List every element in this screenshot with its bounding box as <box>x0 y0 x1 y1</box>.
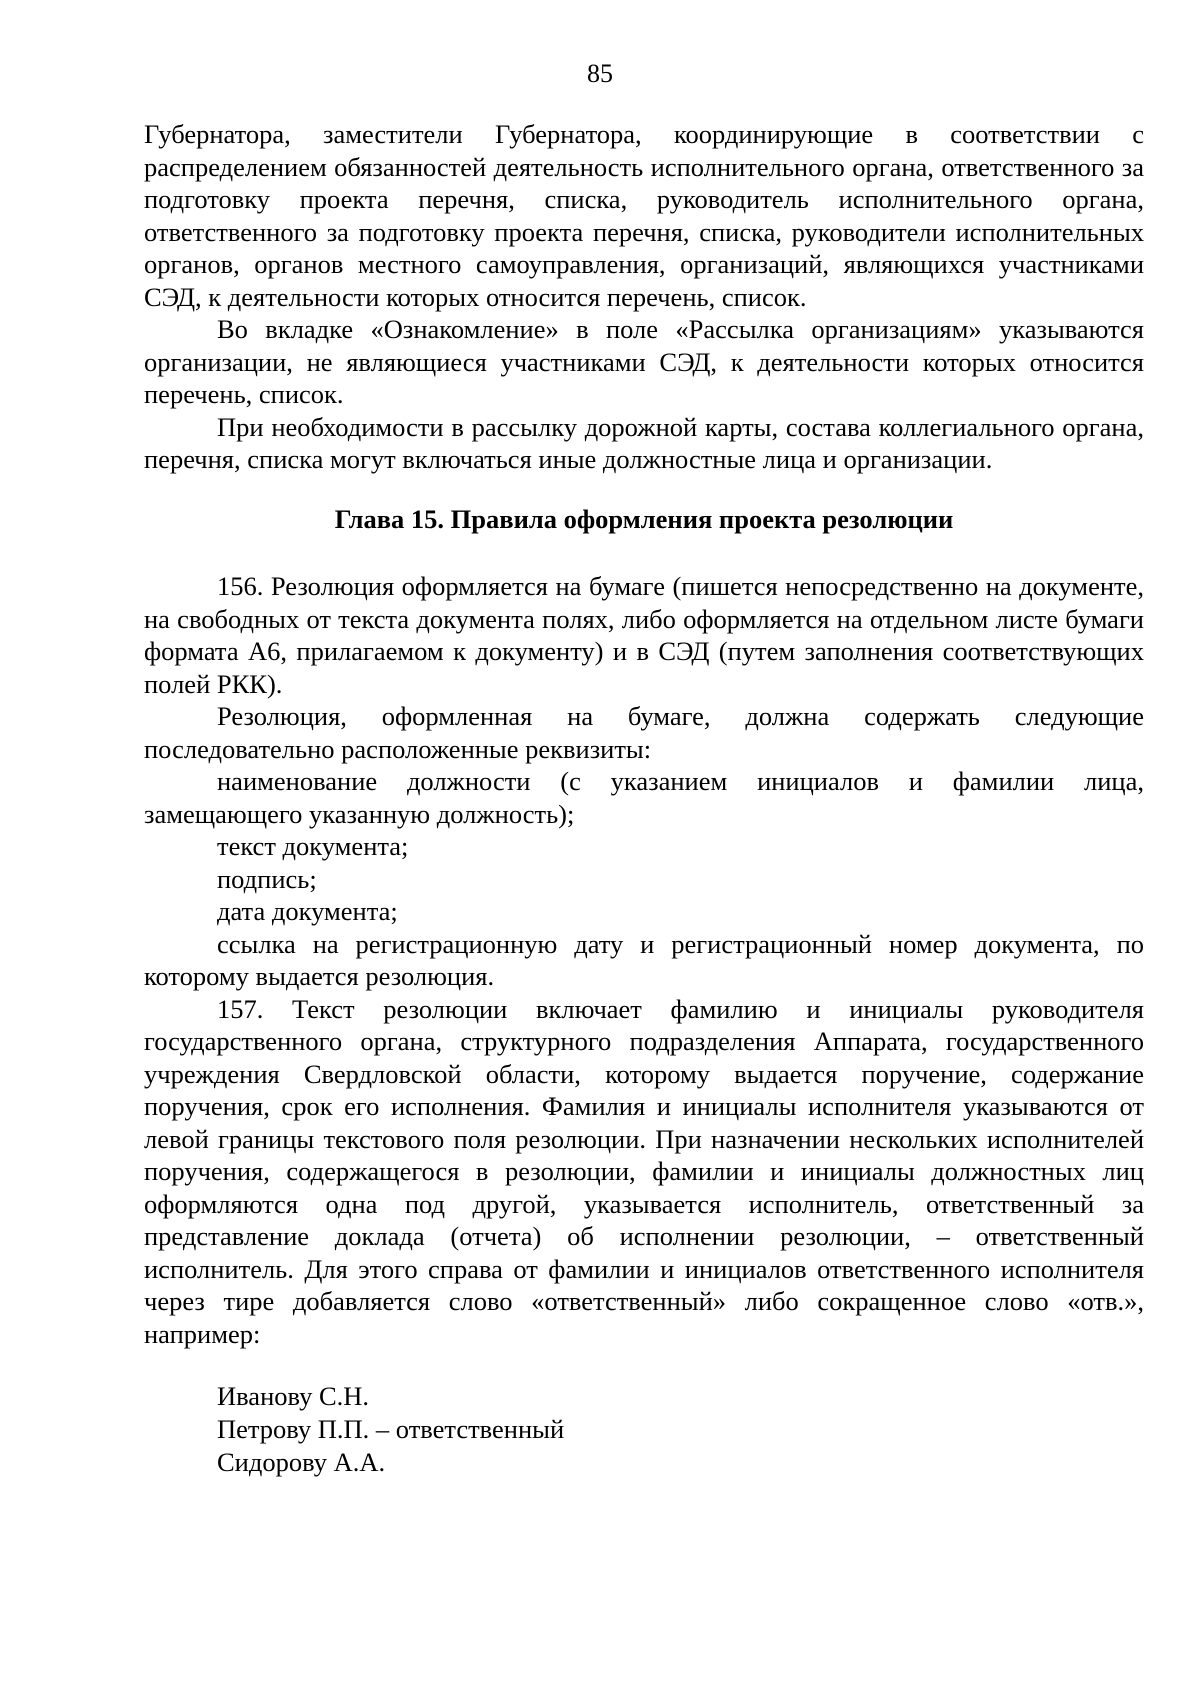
chapter-heading: Глава 15. Правила оформления проекта резолюции <box>334 503 954 534</box>
paragraph-continuation: Губернатора, заместители Губернатора, координирующие в соответствии с распределением обязанностей деятельность исполнительного органа, ответственного за подготовку проекта перечня, списка, руководитель исполнительного органа, ответственного за подготовку проекта перечня, списка, руководители исполнительных органов, органов местного самоуправления, организаций, являющихся участниками СЭД, к деятельности которых относится перечень, список. <box>144 119 1144 312</box>
requisite-item: ссылка на регистрационную дату и регистрационный номер документа, по которому выдается резолюция. <box>144 928 1144 991</box>
example-line: Иванову С.Н. <box>217 1381 370 1411</box>
executor-examples <box>144 1380 1144 1479</box>
page-number: 85 <box>587 59 613 88</box>
paragraph-156-requisites: Резолюция, оформленная на бумаге, должна содержать следующие последовательно расположенные реквизиты: <box>144 701 1144 764</box>
requisite-item: дата документа; <box>217 896 398 926</box>
paragraph-156: 156. Резолюция оформляется на бумаге (пишется непосредственно на документе, на свободных от текста документа полях, либо оформляется на отдельном листе бумаги формата А6, прилагаемом к документу) и в СЭД (путем заполнения соответствующих полей РКК). <box>144 571 1144 699</box>
requisite-item: подпись; <box>217 863 317 894</box>
paragraph-familiarization-tab: Во вкладке «Ознакомление» в поле «Рассылка организациям» указываются организации, не являющиеся участниками СЭД, к деятельности которых относится перечень, список. <box>144 314 1144 409</box>
paragraph-mailing-additions: При необходимости в рассылку дорожной карты, состава коллегиального органа, перечня, списка могут включаться иные должностные лица и организации. <box>144 411 1144 474</box>
paragraph-157: 157. Текст резолюции включает фамилию и инициалы руководителя государственного органа, структурного подразделения Аппарата, государственного учреждения Свердловской области, которому выдается поручение, содержание поручения, срок его исполнения. Фамилия и инициалы исполнителя указываются от левой границы текстового поля резолюции. При назначении нескольких исполнителей поручения, содержащегося в резолюции, фамилии и инициалы должностных лиц оформляются одна под другой, указывается исполнитель, ответственный за представление доклада (отчета) об исполнении резолюции, – ответственный исполнитель. Для этого справа от фамилии и инициалов ответственного исполнителя через тире добавляется слово «ответственный» либо сокращенное слово «отв.», например: <box>144 993 1144 1349</box>
requisite-item: наименование должности (с указанием инициалов и фамилии лица, замещающего указанную должность); <box>144 766 1144 829</box>
requisite-item: текст документа; <box>217 831 409 861</box>
example-line: Сидорову А.А. <box>217 1447 386 1477</box>
document-body <box>144 118 1144 1479</box>
example-line: Петрову П.П. – ответственный <box>217 1414 565 1444</box>
